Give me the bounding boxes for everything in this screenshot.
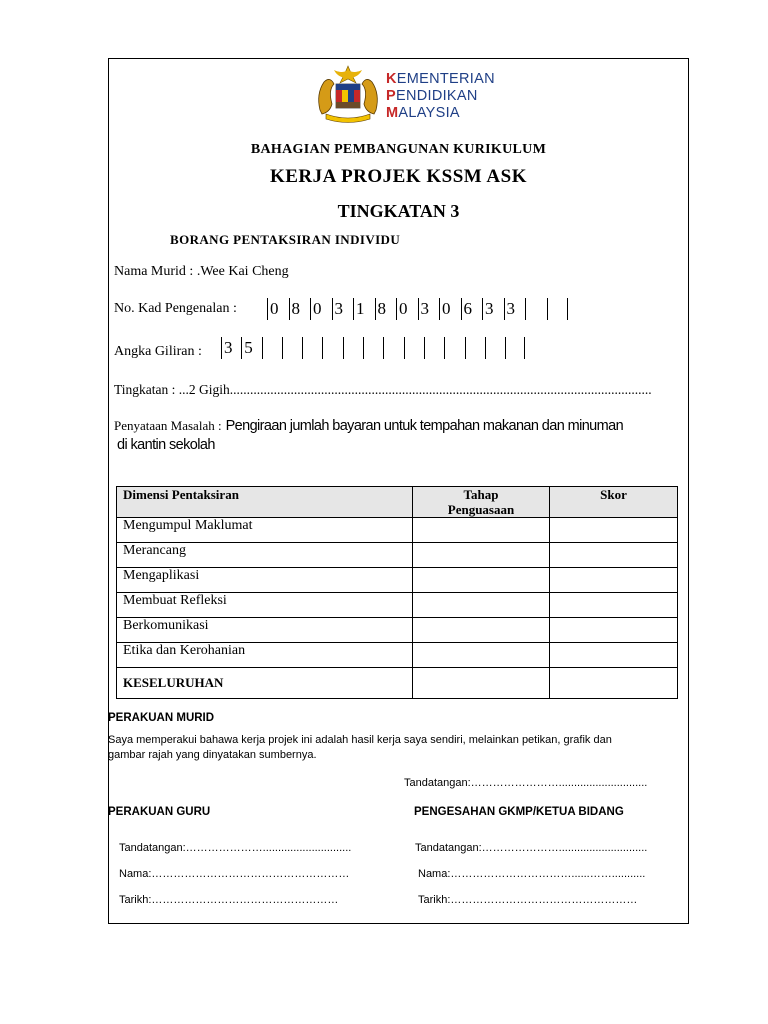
student-signature-line[interactable]: Tandatangan:……………………............................. [404,777,648,789]
giliran-digit-box[interactable] [363,337,383,359]
tingkatan-label: Tingkatan : [114,382,176,397]
student-declaration-text-2: gambar rajah yang dinyatakan sumbernya. [108,749,317,761]
giliran-digit-box[interactable] [343,337,363,359]
table-row [117,543,678,568]
giliran-digit-box[interactable] [444,337,464,359]
form-level-title: TINGKATAN 3 [337,201,460,221]
ic-digit-box[interactable]: 0 [310,298,332,320]
ministry-line-3: MALAYSIA [386,105,460,121]
problem-label: Penyataan Masalah : [114,418,222,433]
column-header-dimensi: Dimensi Pentaksiran [117,487,413,518]
total-mastery-cell[interactable] [413,668,550,699]
verifier-name-line[interactable]: Nama:……………………………......……........... [418,868,646,880]
mastery-level-cell[interactable] [413,618,550,643]
ic-digit-box[interactable] [547,298,569,320]
giliran-digit-box[interactable] [302,337,322,359]
table-row [117,618,678,643]
coat-of-arms-logo [312,64,384,126]
ic-digit-box[interactable]: 3 [418,298,440,320]
mastery-level-cell[interactable] [413,543,550,568]
giliran-digit-box[interactable] [424,337,444,359]
division-heading: BAHAGIAN PEMBANGUNAN KURIKULUM [250,142,547,157]
score-cell[interactable] [550,618,678,643]
score-cell[interactable] [550,643,678,668]
teacher-name-line[interactable]: Nama:……………………………………………… [119,868,350,880]
tingkatan-row [114,382,652,398]
giliran-digit-box[interactable]: 3 [221,337,241,359]
problem-statement [114,417,623,435]
ic-digit-box[interactable]: 1 [353,298,375,320]
ic-digit-box[interactable]: 6 [461,298,483,320]
dimension-name-cell: Membuat Refleksi [117,593,413,618]
dimension-name-cell: Etika dan Kerohanian [117,643,413,668]
teacher-declaration-title: PERAKUAN GURU [108,806,211,818]
ministry-line-3-rest: ALAYSIA [398,105,460,121]
column-header-tahap: Tahap Penguasaan [413,487,550,518]
student-declaration-title: PERAKUAN MURID [108,712,215,724]
table-row [117,593,678,618]
dimension-name-cell: Berkomunikasi [117,618,413,643]
verifier-date-line[interactable]: Tarikh:…………………………………………… [418,894,638,906]
verifier-signature-line[interactable]: Tandatangan:…………………............................. [415,842,648,854]
giliran-digit-box[interactable] [262,337,282,359]
problem-line-1: Pengiraan jumlah bayaran untuk tempahan makanan dan minuman [225,418,624,434]
form-subtitle: BORANG PENTAKSIRAN INDIVIDU [170,232,401,247]
giliran-digit-box[interactable] [383,337,403,359]
score-cell[interactable] [550,593,678,618]
mastery-level-cell[interactable] [413,643,550,668]
score-cell[interactable] [550,568,678,593]
ic-digit-box[interactable]: 8 [289,298,311,320]
total-score-cell[interactable] [550,668,678,699]
ic-digit-box[interactable]: 3 [482,298,504,320]
document-title: KERJA PROJEK KSSM ASK [269,166,528,187]
ministry-line-1-rest: EMENTERIAN [396,71,495,87]
student-name-value: .Wee Kai Cheng [196,264,289,279]
student-name-row [114,264,289,280]
ic-digit-box[interactable]: 0 [267,298,289,320]
giliran-number-boxes[interactable] [221,337,525,359]
giliran-digit-box[interactable] [322,337,342,359]
giliran-digit-box[interactable]: 5 [241,337,261,359]
ministry-name [386,71,495,122]
giliran-digit-box[interactable] [465,337,485,359]
ic-number-boxes[interactable] [267,298,568,320]
ministry-line-1: KEMENTERIAN [386,71,495,87]
table-row [117,518,678,543]
tingkatan-value: ...2 Gigih............................................................................................................................. [178,382,652,397]
ic-digit-box[interactable] [525,298,547,320]
total-label-cell: KESELURUHAN [117,668,413,699]
score-cell[interactable] [550,518,678,543]
table-row [117,568,678,593]
table-total-row [117,668,678,699]
giliran-digit-box[interactable] [485,337,505,359]
mastery-level-cell[interactable] [413,568,550,593]
ministry-line-2-rest: ENDIDIKAN [395,88,478,104]
ic-digit-box[interactable]: 3 [332,298,354,320]
column-header-skor: Skor [550,487,678,518]
dimension-name-cell: Mengaplikasi [117,568,413,593]
ic-digit-box[interactable]: 8 [375,298,397,320]
student-name-label: Nama Murid : [114,264,194,279]
ministry-line-2: PENDIDIKAN [386,88,478,104]
table-header-row [117,487,678,518]
giliran-digit-box[interactable] [505,337,525,359]
dimension-name-cell: Mengumpul Maklumat [117,518,413,543]
assessment-table [116,486,678,699]
student-declaration-text-1: Saya memperakui bahawa kerja projek ini adalah hasil kerja saya sendiri, melainkan petikan, grafik dan [108,734,612,746]
verification-title: PENGESAHAN GKMP/KETUA BIDANG [414,806,624,818]
ic-digit-box[interactable]: 3 [504,298,526,320]
mastery-level-cell[interactable] [413,518,550,543]
ic-label: No. Kad Pengenalan : [114,301,237,316]
mastery-level-cell[interactable] [413,593,550,618]
dimension-name-cell: Merancang [117,543,413,568]
table-row [117,643,678,668]
teacher-signature-line[interactable]: Tandatangan:…………………............................. [119,842,352,854]
ic-digit-box[interactable]: 0 [396,298,418,320]
teacher-date-line[interactable]: Tarikh:…………………………………………… [119,894,339,906]
giliran-label: Angka Giliran : [114,344,202,359]
score-cell[interactable] [550,543,678,568]
giliran-digit-box[interactable] [282,337,302,359]
giliran-digit-box[interactable] [404,337,424,359]
ic-digit-box[interactable]: 0 [439,298,461,320]
problem-line-2: di kantin sekolah [117,437,215,453]
